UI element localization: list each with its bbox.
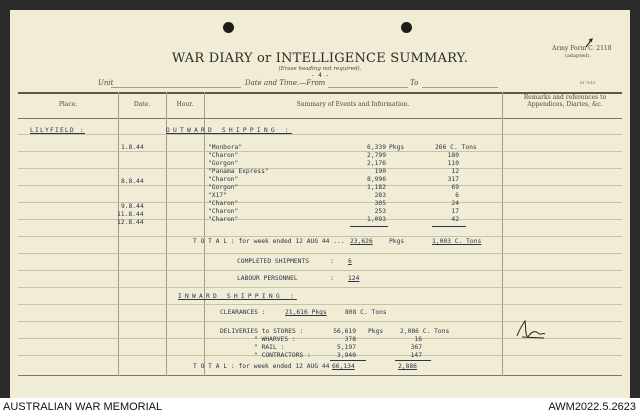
army-form-label: Army Form C. 2118 — [552, 45, 612, 52]
labour-personnel-value: 124 — [348, 275, 360, 282]
ship-pkgs: 283 — [374, 192, 386, 199]
signature-scribble-icon — [514, 318, 548, 342]
ship-name: "X17" — [208, 192, 227, 199]
deliveries-sub-pkgs: 5,197 — [337, 344, 356, 351]
outward-total-pkgs-unit: Pkgs — [389, 238, 405, 245]
col-header-hour: Hour. — [176, 101, 194, 108]
ship-pkgs: 305 — [374, 200, 386, 207]
sum-rule — [432, 226, 466, 227]
ship-name: "Charon" — [208, 152, 239, 159]
ship-name: "Panama Express" — [208, 168, 269, 175]
deliveries-label: DELIVERIES to STORES : — [220, 328, 304, 335]
ship-tons: 266 C. Tons — [435, 144, 477, 151]
col-header-place: Place. — [58, 101, 78, 108]
deliveries-sub-pkgs: 3,940 — [337, 352, 356, 359]
outward-date: 8.8.44 — [121, 178, 144, 185]
army-form-adapted: (adapted). — [565, 53, 592, 59]
inward-total-label: T O T A L : for week ended 12 AUG 44 — [193, 363, 330, 370]
sum-rule — [395, 360, 431, 361]
page-number: - 4 - — [310, 72, 330, 79]
ship-pkgs: 2,176 — [367, 160, 386, 167]
col-header-date: Date. — [133, 101, 151, 108]
form-code: M 7010 — [580, 80, 596, 85]
outward-date: 12.8.44 — [117, 219, 144, 226]
place-lilyfield: LILYFIELD : — [30, 127, 85, 134]
outward-total-pkgs: 23,626 — [350, 238, 373, 245]
ship-name: "Charon" — [208, 200, 239, 207]
ship-name: "Charon" — [208, 208, 239, 215]
deliveries-tons: 2,086 C. Tons — [400, 328, 450, 335]
ship-pkgs: 6,339 — [367, 144, 386, 151]
deliveries-sub-tons: 16 — [414, 336, 422, 343]
to-line — [422, 87, 498, 88]
labour-personnel-label: LABOUR PERSONNEL — [237, 275, 298, 282]
footer-accession-number: AWM2022.5.2623 — [548, 401, 636, 413]
col-header-summary: Summary of Events and Information. — [296, 101, 410, 108]
form-subtitle: (Erase heading not required). — [278, 66, 362, 72]
deliveries-sub-label: " RAIL : — [254, 344, 285, 351]
table-header-rule — [18, 118, 622, 119]
unit-line — [111, 87, 241, 88]
ship-name: "Gorgon" — [208, 160, 239, 167]
clearances-pkgs: 21,616 Pkgs — [285, 309, 327, 316]
ship-name: "Gorgon" — [208, 184, 239, 191]
outward-date: 9.8.44 — [121, 203, 144, 210]
ship-tons: 6 — [455, 192, 459, 199]
ship-name: "Charon" — [208, 176, 239, 183]
ship-tons: 12 — [451, 168, 459, 175]
ship-name: "Monbora" — [208, 144, 243, 151]
deliveries-sub-tons: 367 — [410, 344, 422, 351]
completed-shipments-value: 6 — [348, 258, 352, 265]
ship-pkgs: 253 — [374, 208, 386, 215]
archive-footer — [0, 398, 640, 417]
ship-tons: 17 — [451, 208, 459, 215]
inward-total-pkgs: 66,134 — [332, 363, 355, 370]
from-line — [328, 87, 408, 88]
ship-tons: 42 — [451, 216, 459, 223]
col-header-remarks: Remarks and references to Appendices, Diaries, &c. — [523, 94, 607, 108]
war-diary-sheet: WAR DIARY or INTELLIGENCE SUMMARY. (Erase heading not required). - 4 - Army Form C. 2118 (adapted). Unit Date and Time.—From To M 7010 Place. Date. Hour. Summary of Events and Information. Remarks and references to Appendices, Diaries, &c. LILYFIELD : OUTWARD SHIPPING : 1.8.44 8.8.44 9.8.44 11.8.44 12.8.44 "Monbora" 6,339 Pkgs 266 C. Tons "Charon" 2,799 180 "Gorgon" 2,176 110 "Panama Express" 190 12 "Charon" 8,996 317 "Gorgon" 1,182 69 "X17" 283 6 "Charon" 305 24 "Charon" 253 17 "Charon" 1,093 42 T O T A L : for week ended 12 AUG 44 ... 23,626 Pkgs 1,003 C. Tons COMPLETED SHIPMENTS : 6 LABOUR PERSONNEL : 124 INWARD SHIPPING : CLEARANCES : 21,616 Pkgs 808 C. Tons DELIVERIES to STORES : 56,619 Pkgs 2,086 C. Tons " WHARVES : 378 16 " RAIL : 5,197 367 " CONTRACTORS : 3,940 147 T O T A L : for week ended 12 AUG 44 66,134 2,886 — [10, 10, 630, 398]
punch-hole-left — [223, 22, 234, 33]
outward-date: 1.8.44 — [121, 144, 144, 151]
ship-pkgs: 8,996 — [367, 176, 386, 183]
inward-shipping-heading: INWARD SHIPPING : — [178, 293, 297, 300]
ship-tons: 180 — [447, 152, 459, 159]
footer-institution: AUSTRALIAN WAR MEMORIAL — [3, 401, 163, 413]
punch-hole-right — [401, 22, 412, 33]
ship-tons: 317 — [447, 176, 459, 183]
deliveries-sub-pkgs: 378 — [344, 336, 356, 343]
table-bottom-rule — [18, 375, 622, 376]
deliveries-sub-tons: 147 — [410, 352, 422, 359]
ship-name: "Charon" — [208, 216, 239, 223]
outward-total-label: T O T A L : for week ended 12 AUG 44 ... — [193, 238, 345, 245]
ink-mark-icon — [584, 38, 594, 48]
ship-tons: 24 — [451, 200, 459, 207]
sum-rule — [330, 360, 366, 361]
ship-pkgs: 190 — [374, 168, 386, 175]
deliveries-pkgs-unit: Pkgs — [368, 328, 384, 335]
deliveries-pkgs: 56,619 — [333, 328, 356, 335]
ship-pkgs: 2,799 — [367, 152, 386, 159]
clearances-tons: 808 C. Tons — [345, 309, 387, 316]
unit-label: Unit — [98, 79, 114, 87]
completed-shipments-label: COMPLETED SHIPMENTS — [237, 258, 310, 265]
inward-total-tons: 2,886 — [398, 363, 417, 370]
deliveries-sub-label: " CONTRACTORS : — [254, 352, 311, 359]
to-label: To — [410, 79, 419, 87]
clearances-label: CLEARANCES : — [220, 309, 266, 316]
ship-tons: 110 — [447, 160, 459, 167]
ship-pkgs-unit: Pkgs — [389, 144, 405, 151]
ship-pkgs: 1,182 — [367, 184, 386, 191]
sum-rule — [350, 226, 388, 227]
outward-date: 11.8.44 — [117, 211, 144, 218]
outward-shipping-heading: OUTWARD SHIPPING : — [166, 127, 292, 134]
deliveries-sub-label: " WHARVES : — [254, 336, 296, 343]
date-time-label: Date and Time.—From — [245, 79, 326, 87]
form-title: WAR DIARY or INTELLIGENCE SUMMARY. — [171, 51, 469, 66]
ship-tons: 69 — [451, 184, 459, 191]
ship-pkgs: 1,093 — [367, 216, 386, 223]
outward-total-tons: 1,003 C. Tons — [432, 238, 482, 245]
